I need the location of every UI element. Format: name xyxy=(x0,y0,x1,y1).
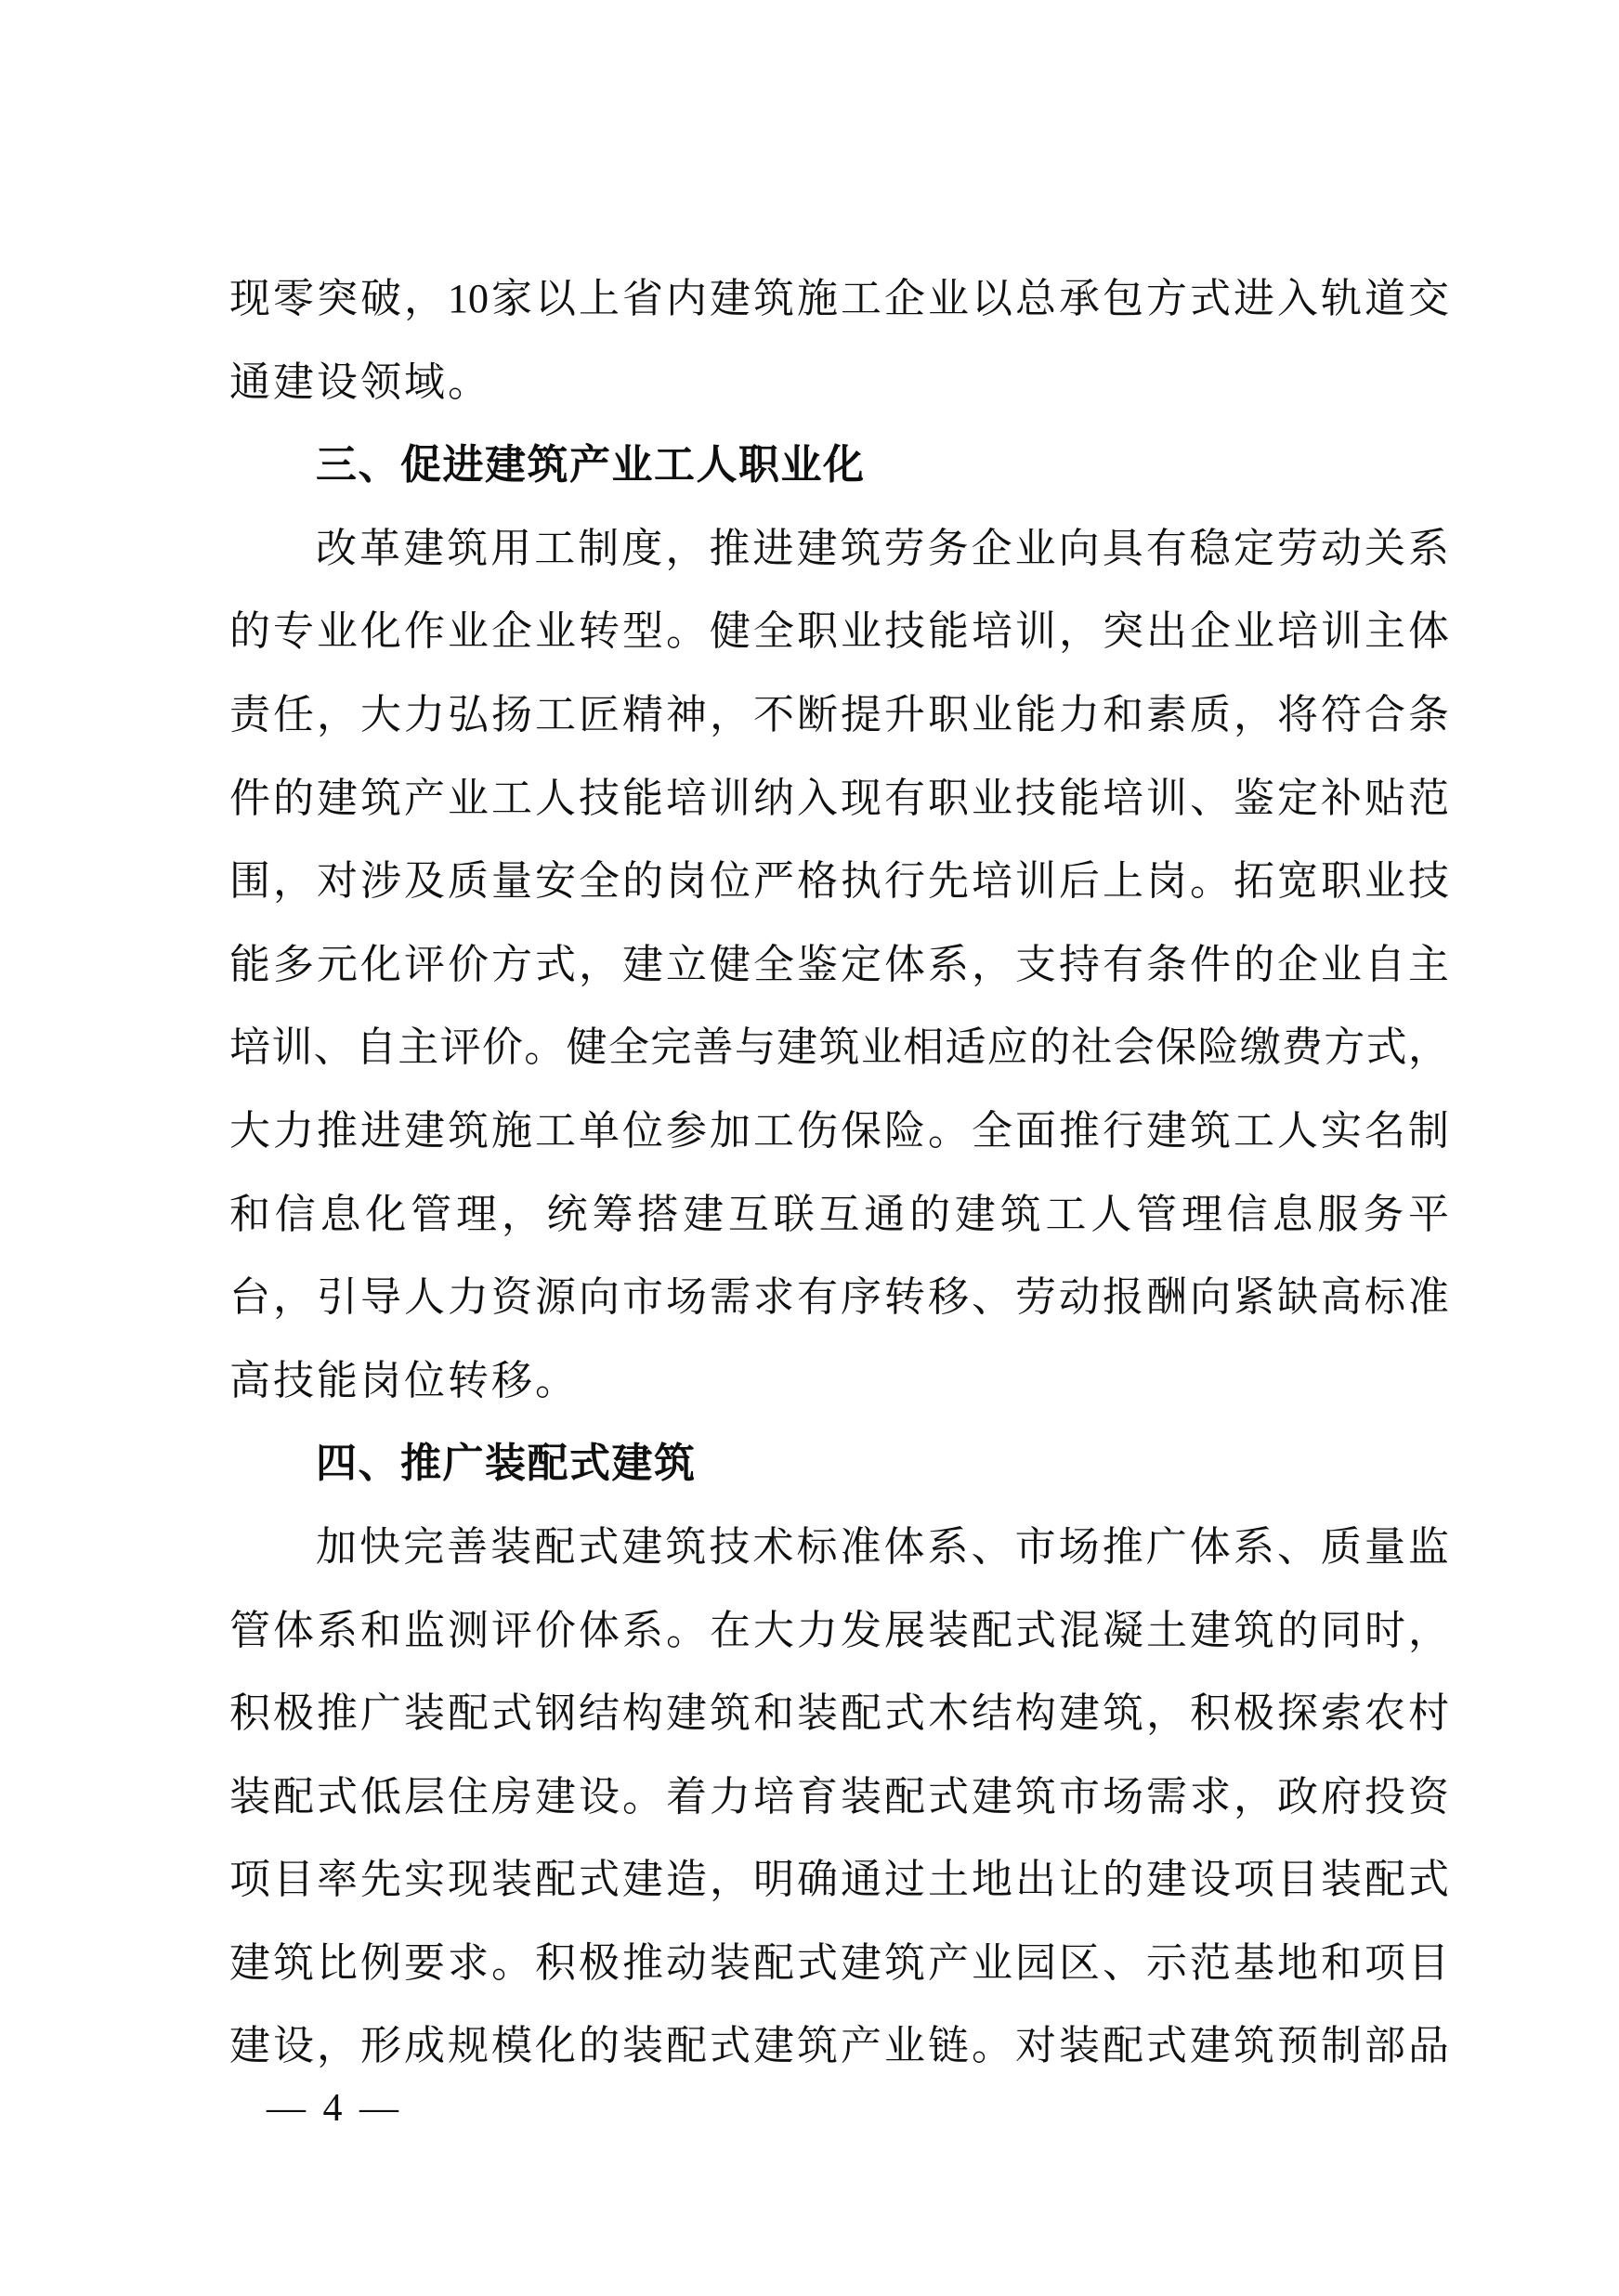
text-line: 建筑比例要求。积极推动装配式建筑产业园区、示范基地和项目 xyxy=(229,1939,1449,1986)
text-block xyxy=(229,257,1449,2088)
text-line: 台，引导人力资源向市场需求有序转移、劳动报酬向紧缺高标准 xyxy=(229,1274,1449,1321)
text-line: 通建设领域。 xyxy=(229,359,491,405)
footer-page-number: — 4 — xyxy=(267,2087,402,2130)
text-line: 建设，形成规模化的装配式建筑产业链。对装配式建筑预制部品 xyxy=(229,2023,1449,2069)
text-line: 改革建筑用工制度，推进建筑劳务企业向具有稳定劳动关系 xyxy=(316,525,1449,571)
text-line: 件的建筑产业工人技能培训纳入现有职业技能培训、鉴定补贴范 xyxy=(229,775,1449,821)
text-line: 装配式低层住房建设。着力培育装配式建筑市场需求，政府投资 xyxy=(229,1773,1449,1820)
text-line: 管体系和监测评价体系。在大力发展装配式混凝土建筑的同时， xyxy=(229,1607,1449,1653)
section-heading: 四、推广装配式建筑 xyxy=(316,1441,697,1487)
text-line: 项目率先实现装配式建造，明确通过土地出让的建设项目装配式 xyxy=(229,1857,1449,1903)
text-line: 围，对涉及质量安全的岗位严格执行先培训后上岗。拓宽职业技 xyxy=(229,858,1449,905)
text-line: 加快完善装配式建筑技术标准体系、市场推广体系、质量监 xyxy=(316,1523,1449,1570)
text-line: 能多元化评价方式，建立健全鉴定体系，支持有条件的企业自主 xyxy=(229,941,1449,987)
text-line: 责任，大力弘扬工匠精神，不断提升职业能力和素质，将符合条 xyxy=(229,691,1449,737)
text-line: 培训、自主评价。健全完善与建筑业相适应的社会保险缴费方式， xyxy=(229,1024,1449,1071)
text-line: 的专业化作业企业转型。健全职业技能培训，突出企业培训主体 xyxy=(229,608,1449,655)
text-line: 高技能岗位转移。 xyxy=(229,1357,579,1403)
section-heading: 三、促进建筑产业工人职业化 xyxy=(316,442,866,489)
text-line: 和信息化管理，统筹搭建互联互通的建筑工人管理信息服务平 xyxy=(229,1191,1449,1237)
text-line: 现零突破，10家以上省内建筑施工企业以总承包方式进入轨道交 xyxy=(229,276,1449,321)
text-line: 积极推广装配式钢结构建筑和装配式木结构建筑，积极探索农村 xyxy=(229,1690,1449,1737)
text-line: 大力推进建筑施工单位参加工伤保险。全面推行建筑工人实名制 xyxy=(229,1107,1449,1154)
